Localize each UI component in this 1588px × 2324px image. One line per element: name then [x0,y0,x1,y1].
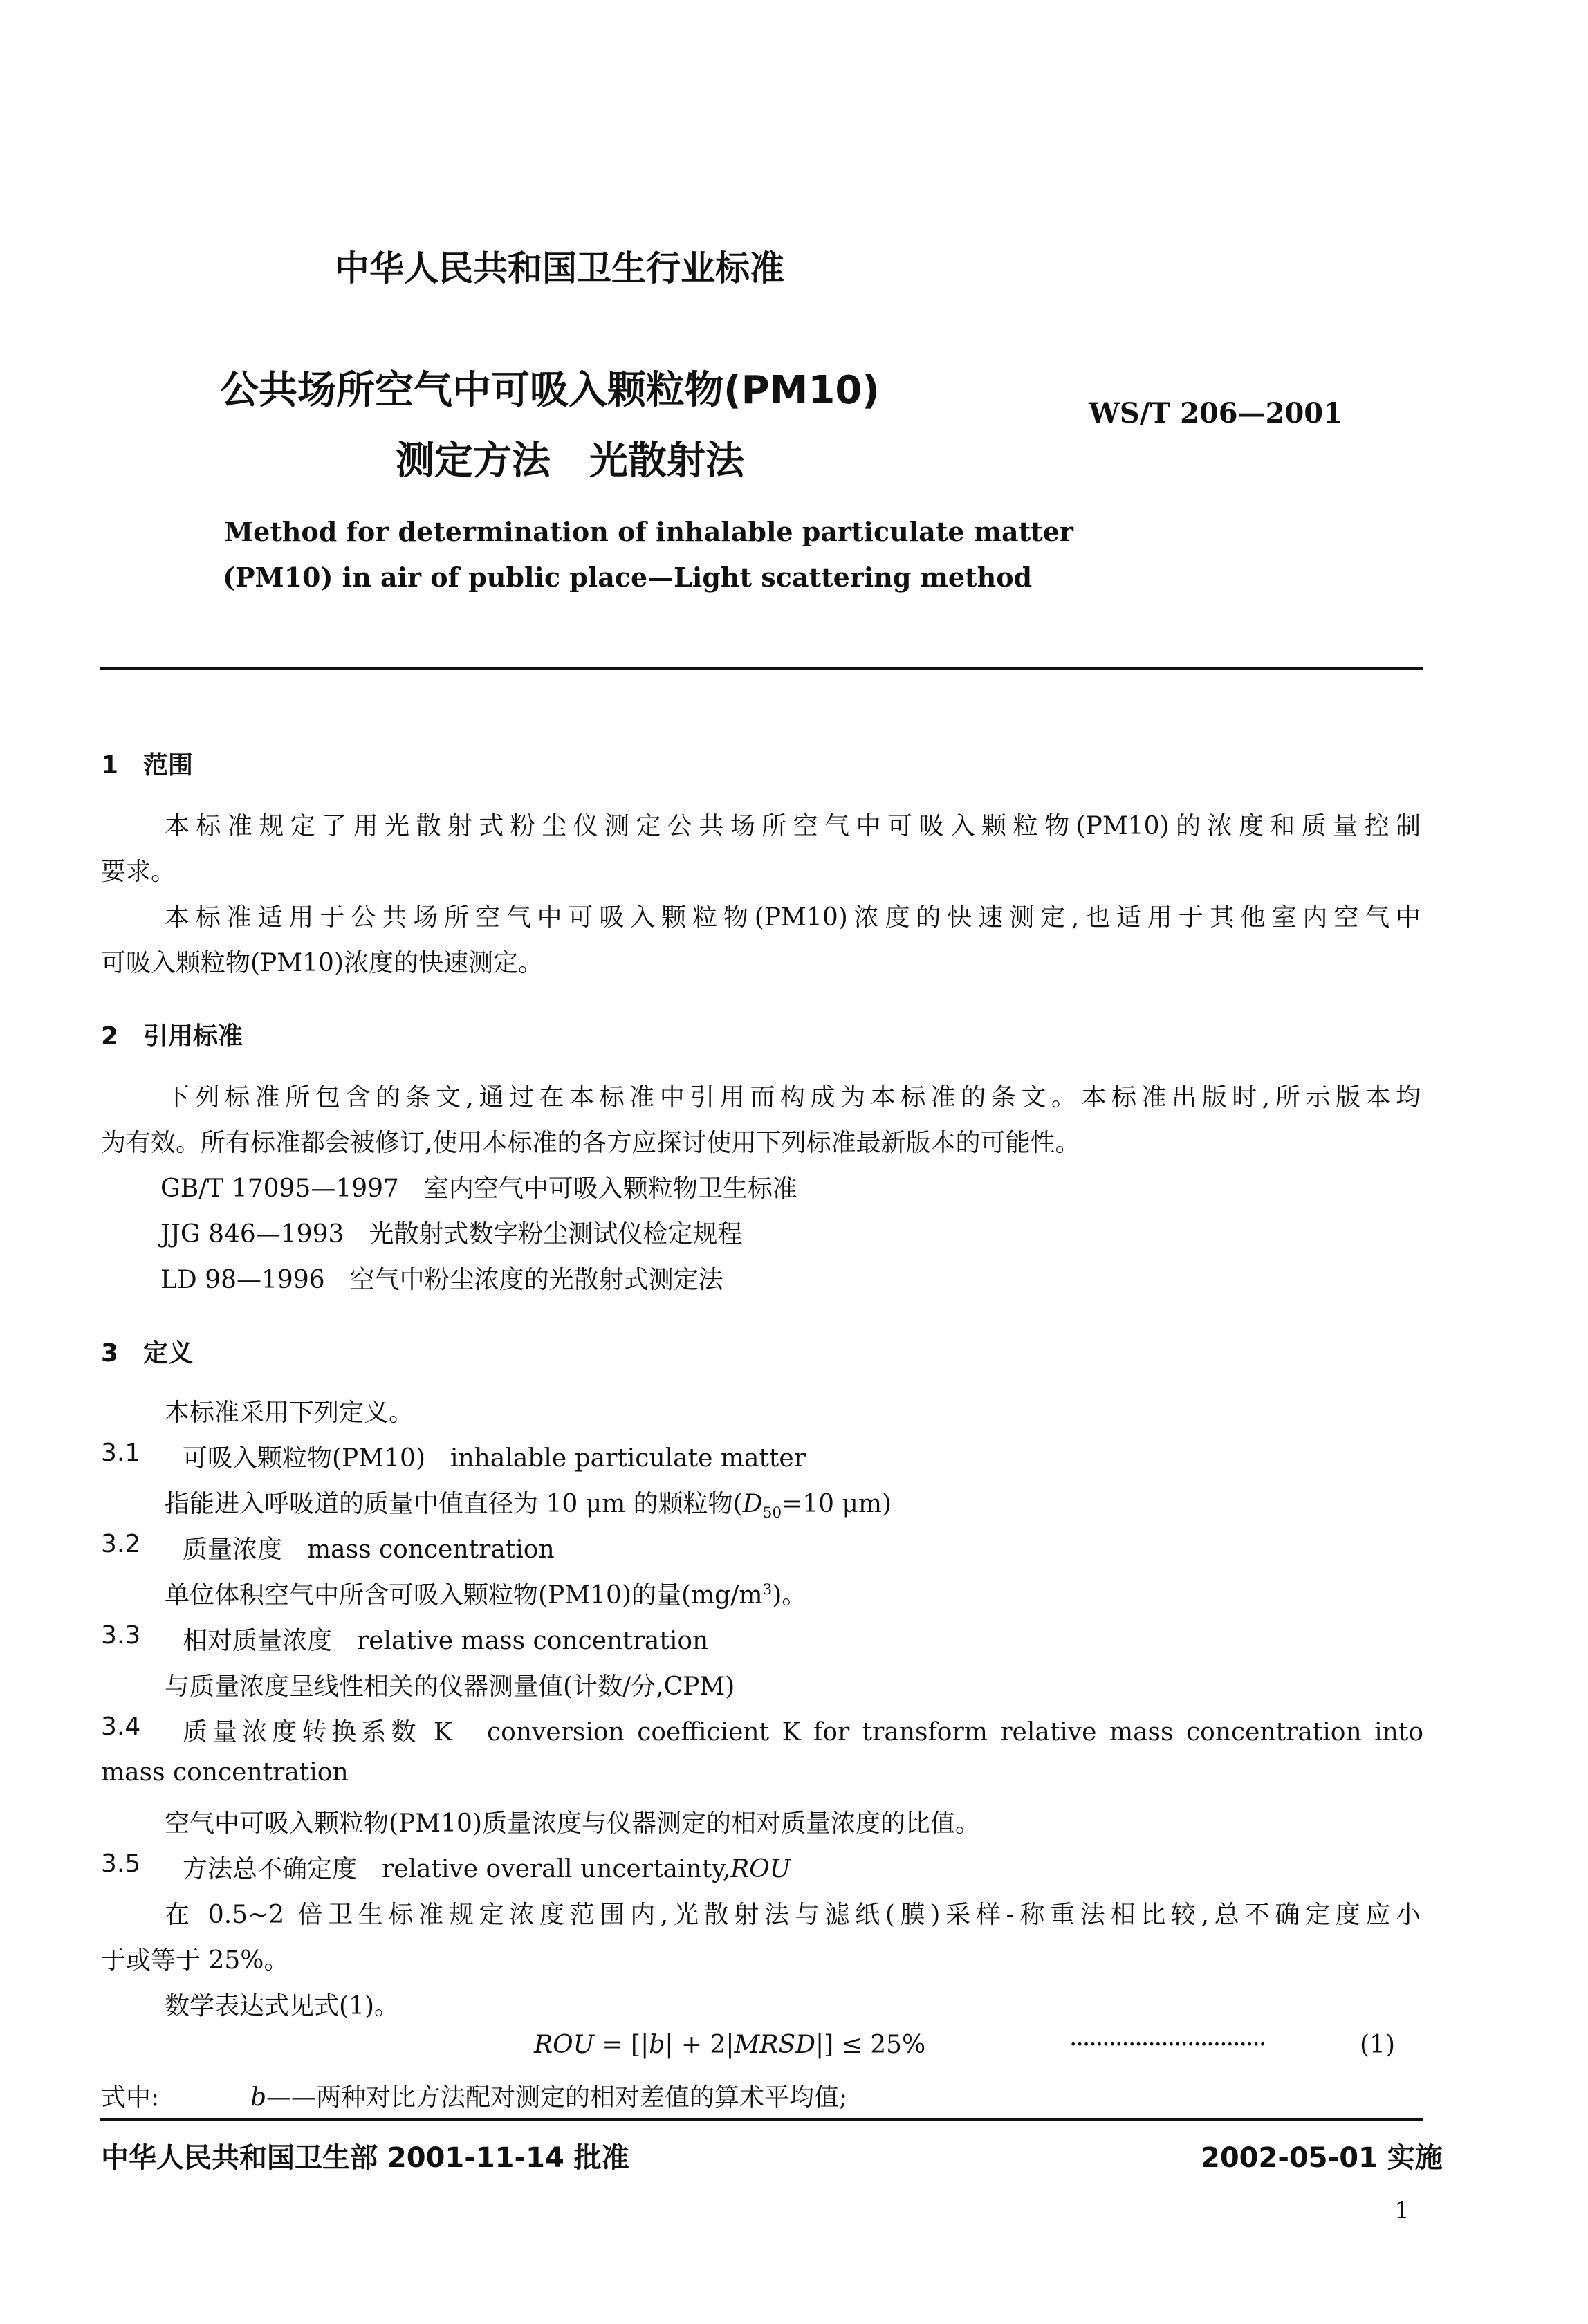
s1-paragraph-2-line2: 可吸入颗粒物(PM10)浓度的快速测定。 [101,949,543,977]
definition-number: 3.4 [101,1713,141,1741]
page-number: 1 [1394,2197,1410,2224]
section-2-heading: 2 引用标准 [101,1022,243,1051]
s1-paragraph-1-line2: 要求。 [101,858,176,886]
formula-leader: ······························ [1069,2031,1266,2059]
standard-code: WS/T 206—2001 [1089,397,1342,430]
reference-item: LD 98—1996 空气中粉尘浓度的光散射式测定法 [160,1266,723,1294]
document-title-line2: 测定方法 光散射法 [396,439,744,483]
issuer-approval: 中华人民共和国卫生部 2001-11-14 批准 [101,2142,629,2174]
english-title-line2: (PM10) in air of public place—Light scattering method [223,562,1033,593]
where-clause: b——两种对比方法配对测定的相对差值的算术平均值; [250,2083,848,2112]
definition-number: 3.3 [101,1621,141,1650]
definition-number: 3.5 [101,1850,141,1878]
definition-term: 方法总不确定度 relative overall uncertainty,ROU [183,1855,791,1883]
s3-intro: 本标准采用下列定义。 [165,1399,414,1427]
definition-term: 可吸入颗粒物(PM10) inhalable particulate matter [183,1444,806,1473]
s2-paragraph-line2: 为有效。所有标准都会被修订,使用本标准的各方应探讨使用下列标准最新版本的可能性。 [101,1129,1080,1157]
definition-term: 质量浓度转换系数 K conversion coefficient K for transform relative mass concentration into [183,1718,1423,1746]
definition-text: 指能进入呼吸道的质量中值直径为 10 μm 的颗粒物($D_{50}=10$ μm) [165,1490,892,1522]
definition-text: 与质量浓度呈线性相关的仪器测量值(计数/分,CPM) [165,1672,735,1701]
english-title-line1: Method for determination of inhalable particulate matter [224,516,1073,547]
definition-text: 单位体积空气中所含可吸入颗粒物(PM10)的量$(mg/m^3)$。 [165,1581,807,1610]
reference-item: GB/T 17095—1997 室内空气中可吸入颗粒物卫生标准 [160,1174,797,1203]
s1-paragraph-2-line1: 本标准适用于公共场所空气中可吸入颗粒物(PM10)浓度的快速测定,也适用于其他室内空气中 [165,903,1421,932]
formula: ROU = [|b| + 2|MRSD|] ≤ 25% [534,2031,926,2059]
standard-category: 中华人民共和国卫生行业标准 [335,248,784,288]
formula-number: (1) [1360,2031,1395,2059]
s1-paragraph-1-line1: 本标准规定了用光散射式粉尘仪测定公共场所空气中可吸入颗粒物(PM10)的浓度和质量控制 [165,812,1421,840]
s2-paragraph-line1: 下列标准所包含的条文,通过在本标准中引用而构成为本标准的条文。本标准出版时,所示版本均 [165,1083,1421,1112]
implementation-date: 2002-05-01 实施 [1201,2142,1443,2174]
definition-number: 3.2 [101,1530,141,1558]
definition-text-continued: 于或等于 25%。 [101,1946,289,1975]
definition-text: 在 0.5~2 倍卫生标准规定浓度范围内,光散射法与滤纸(膜)采样-称重法相比较,总不确定度应小 [165,1901,1421,1929]
math-intro: 数学表达式见式(1)。 [165,1992,399,2020]
header-divider [100,667,1423,670]
definition-text: 空气中可吸入颗粒物(PM10)质量浓度与仪器测定的相对质量浓度的比值。 [165,1809,980,1838]
section-3-heading: 3 定义 [101,1339,194,1367]
reference-item: JJG 846—1993 光散射式数字粉尘测试仪检定规程 [160,1220,743,1248]
document-title-line1: 公共场所空气中可吸入颗粒物(PM10) [220,368,880,413]
definition-term: 质量浓度 mass concentration [183,1536,555,1564]
definition-number: 3.1 [101,1439,141,1467]
section-1-heading: 1 范围 [101,751,194,780]
where-label: 式中: [101,2083,160,2112]
definition-term: 相对质量浓度 relative mass concentration [183,1627,709,1655]
definition-term-continued: mass concentration [101,1758,349,1787]
footer-divider [100,2118,1423,2121]
